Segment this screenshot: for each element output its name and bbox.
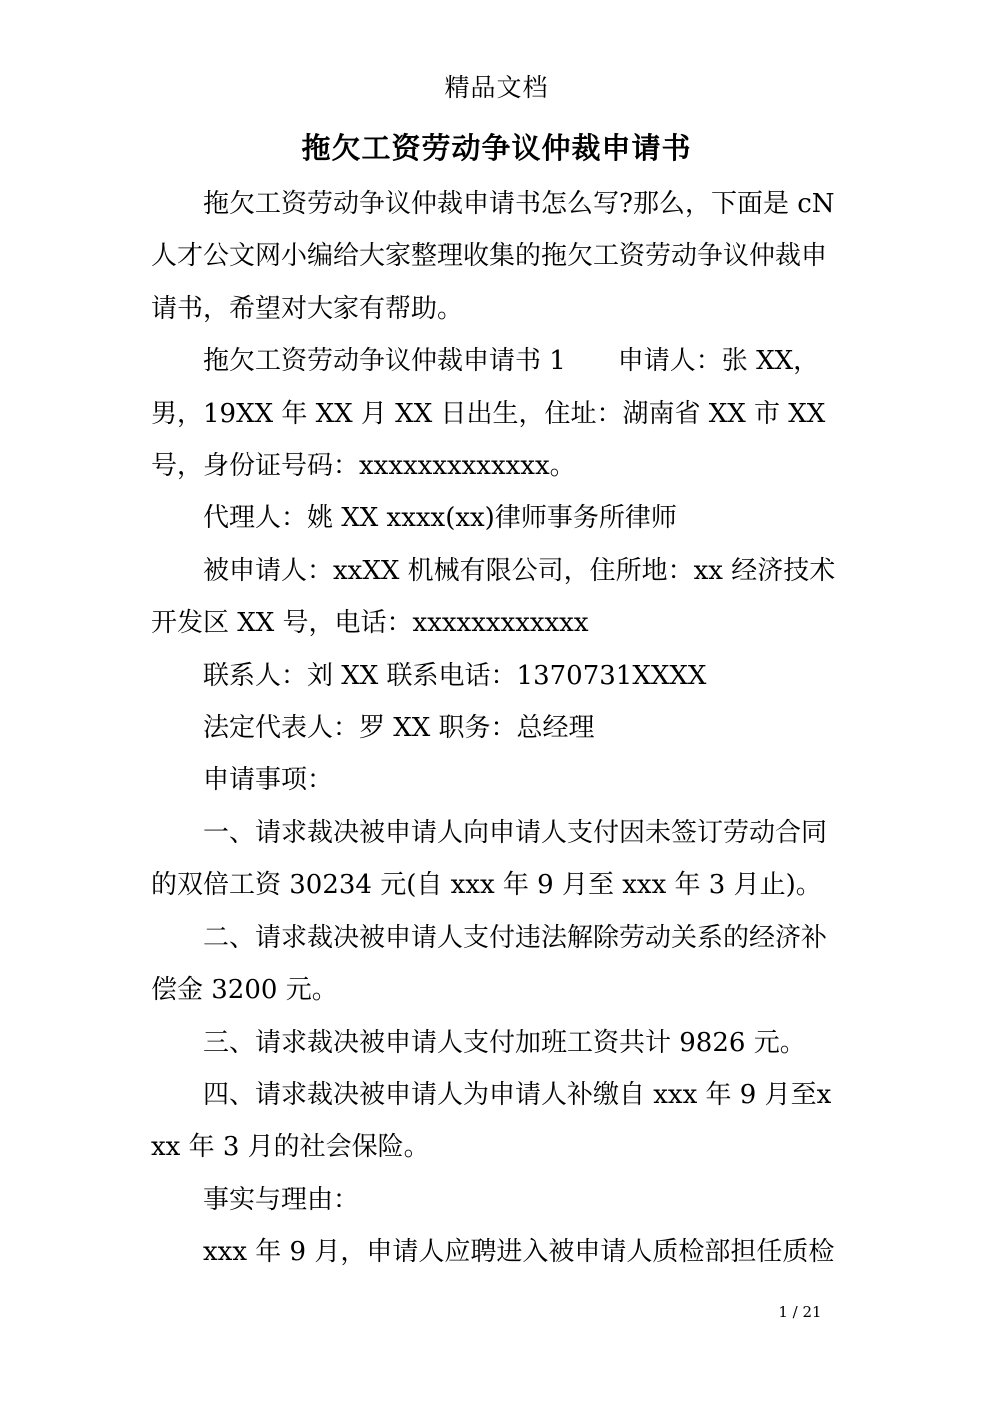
paragraph-facts-heading: 事实与理由：: [203, 1184, 360, 1215]
paragraph-agent: 代理人：姚 XX xxxx(xx)律师事务所律师: [203, 503, 677, 534]
paragraph-respondent: 被申请人：xxXX 机械有限公司，住所地：xx 经济技术开发区 XX 号，电话：xxxxxxxxxxxx: [151, 555, 836, 639]
paragraph-intro: 拖欠工资劳动争议仲裁申请书怎么写?那么，下面是 cN人才公文网小编给大家整理收集的拖欠工资劳动争议仲裁申请书，希望对大家有帮助。: [151, 189, 835, 324]
document-body: [151, 178, 841, 1279]
paragraph-contact: 联系人：刘 XX 联系电话：1370731XXXX: [203, 660, 707, 691]
paragraph-applicant: 拖欠工资劳动争议仲裁申请书 1 申请人：张 XX，男，19XX 年 XX 月 XX 日出生，住址：湖南省 XX 市 XX 号，身份证号码：xxxxxxxxxxxxx。: [151, 346, 826, 482]
document-title: 拖欠工资劳动争议仲裁申请书: [301, 131, 692, 165]
paragraph-claim-3: 三、请求裁决被申请人支付加班工资共计 9826 元。: [203, 1027, 806, 1058]
paragraph-legal-representative: 法定代表人：罗 XX 职务：总经理: [203, 713, 595, 744]
paragraph-facts-1: xxx 年 9 月，申请人应聘进入被申请人质检部担任质检: [203, 1237, 835, 1268]
paragraph-claim-2: 二、请求裁决被申请人支付违法解除劳动关系的经济补偿金 3200 元。: [151, 922, 828, 1006]
page-number: 1 / 21: [778, 1303, 822, 1321]
paragraph-claim-1: 一、请求裁决被申请人向申请人支付因未签订劳动合同的双倍工资 30234 元(自 xxx 年 9 月至 xxx 年 3 月止)。: [151, 817, 828, 901]
paragraph-claim-4: 四、请求裁决被申请人为申请人补缴自 xxx 年 9 月至xxx 年 3 月的社会保险。: [151, 1079, 832, 1163]
paragraph-claims-heading: 申请事项：: [203, 765, 334, 796]
page-header: 精品文档: [444, 73, 549, 102]
